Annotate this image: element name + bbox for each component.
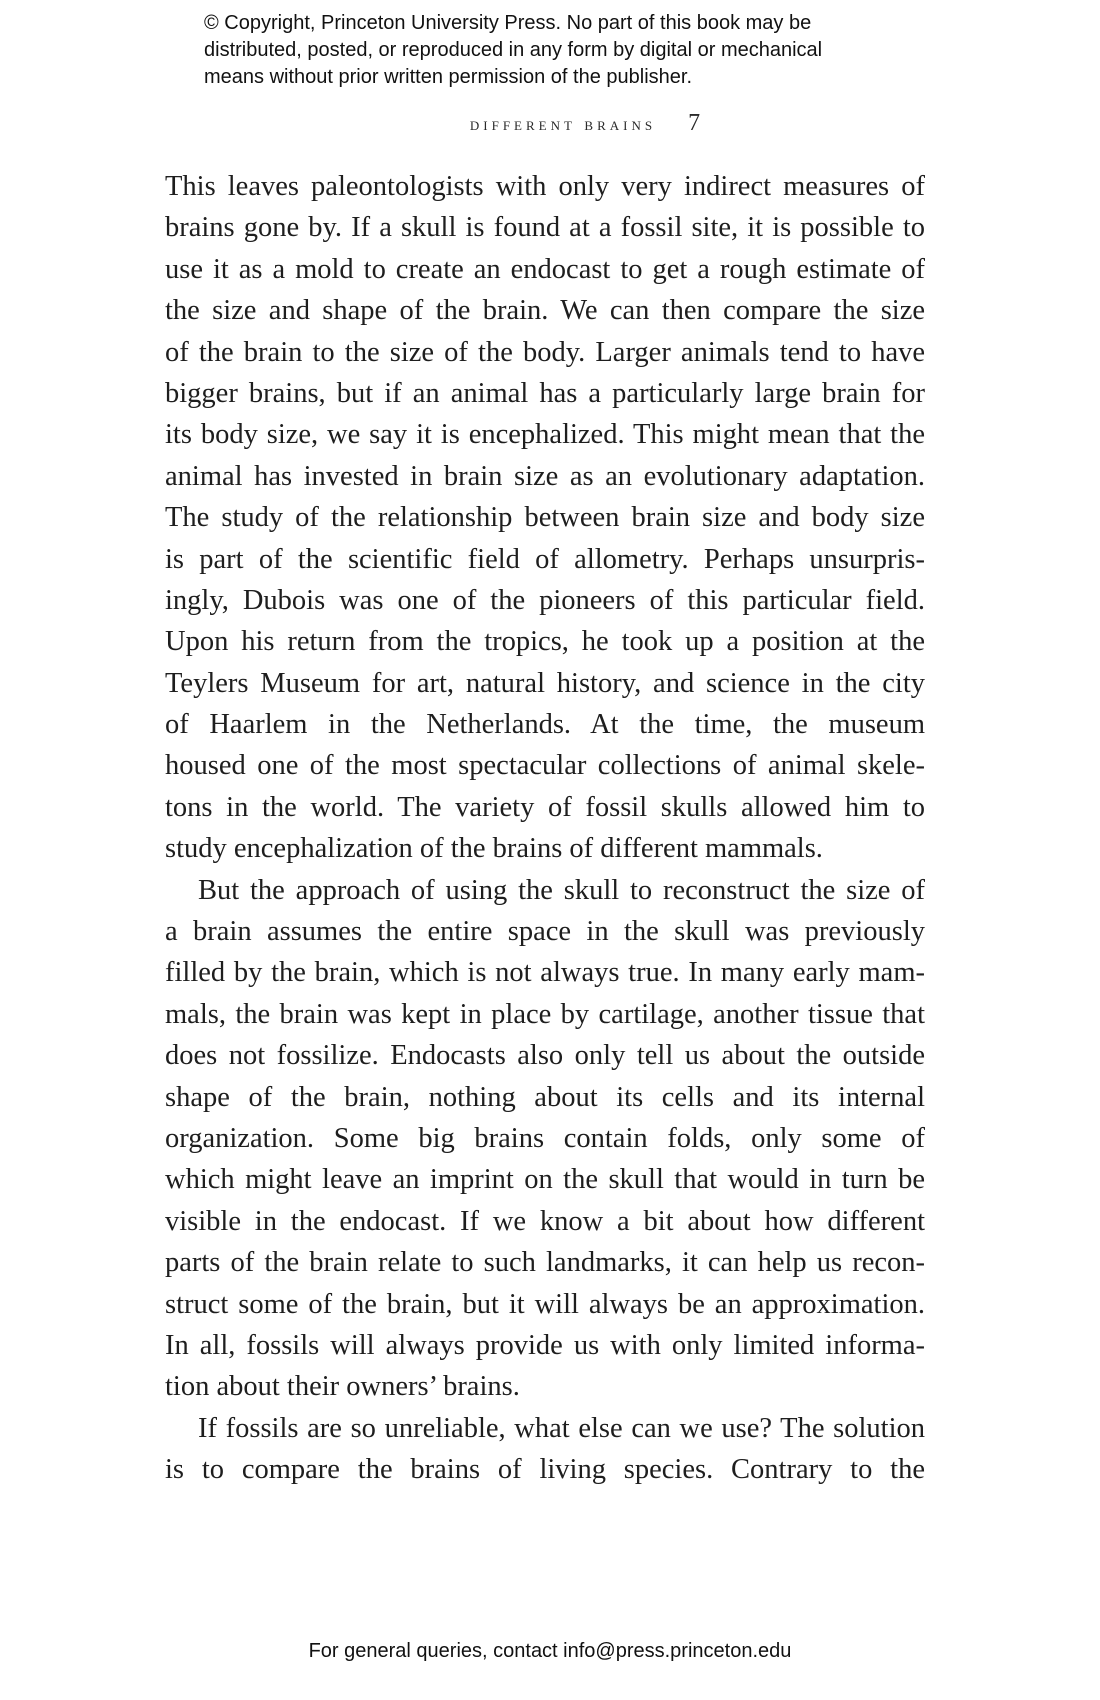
body-text <box>165 166 925 1491</box>
text-line: filled by the brain, which is not always true. In many early mam- <box>165 957 925 989</box>
running-head <box>0 110 1100 137</box>
footer-contact: For general queries, contact info@press.princeton.edu <box>308 1640 792 1662</box>
text-line: study encephalization of the brains of different mammals. <box>165 833 823 865</box>
text-line: If fossils are so unreliable, what else can we use? The solution <box>198 1412 925 1444</box>
text-line: of the brain to the size of the body. Larger animals tend to have <box>165 336 925 368</box>
text-line: The study of the relationship between brain size and body size <box>165 502 925 534</box>
text-line: shape of the brain, nothing about its cells and its internal <box>165 1081 925 1113</box>
text-line: This leaves paleontologists with only very indirect measures of <box>165 171 925 202</box>
text-line: is part of the scientific field of allometry. Perhaps unsurpris- <box>165 543 925 575</box>
text-line: tion about their owners’ brains. <box>165 1371 520 1403</box>
copyright-notice <box>204 10 924 91</box>
text-line: Teylers Museum for art, natural history, and science in the city <box>165 667 925 699</box>
text-line: a brain assumes the entire space in the skull was previously <box>165 916 925 948</box>
text-line: tons in the world. The variety of fossil skulls allowed him to <box>165 791 925 823</box>
text-line: In all, fossils will always provide us with only limited informa- <box>165 1329 925 1361</box>
copyright-line: means without prior written permission of the publisher. <box>204 66 693 88</box>
text-line: which might leave an imprint on the skull that would in turn be <box>165 1164 925 1196</box>
text-line: brains gone by. If a skull is found at a fossil site, it is possible to <box>165 212 925 244</box>
text-line: parts of the brain relate to such landmarks, it can help us recon- <box>165 1247 925 1279</box>
copyright-line: distributed, posted, or reproduced in any form by digital or mechanical <box>204 39 823 61</box>
text-line: Upon his return from the tropics, he took up a position at the <box>165 626 925 658</box>
text-line: the size and shape of the brain. We can then compare the size <box>165 295 925 327</box>
text-line: of Haarlem in the Netherlands. At the time, the museum <box>165 709 925 741</box>
text-line: struct some of the brain, but it will always be an approximation. <box>165 1288 925 1320</box>
running-head-title: different brains <box>469 114 657 134</box>
text-line: its body size, we say it is encephalized. This might mean that the <box>165 419 925 451</box>
page-number: 7 <box>688 110 701 136</box>
text-line: animal has invested in brain size as an evolutionary adaptation. <box>165 460 925 492</box>
text-line: ingly, Dubois was one of the pioneers of this particular field. <box>165 584 925 616</box>
text-line: does not fossilize. Endocasts also only tell us about the outside <box>165 1040 925 1072</box>
text-line: mals, the brain was kept in place by cartilage, another tissue that <box>165 998 925 1030</box>
text-line: is to compare the brains of living species. Contrary to the <box>165 1454 925 1486</box>
text-line: visible in the endocast. If we know a bit about how different <box>165 1205 925 1237</box>
text-line: use it as a mold to create an endocast to get a rough estimate of <box>165 253 925 285</box>
copyright-line: © Copyright, Princeton University Press. No part of this book may be <box>204 12 812 34</box>
text-line: bigger brains, but if an animal has a particularly large brain for <box>165 377 925 409</box>
text-line: organization. Some big brains contain folds, only some of <box>165 1122 925 1154</box>
text-line: But the approach of using the skull to reconstruct the size of <box>198 874 925 906</box>
text-line: housed one of the most spectacular collections of animal skele- <box>165 750 925 782</box>
